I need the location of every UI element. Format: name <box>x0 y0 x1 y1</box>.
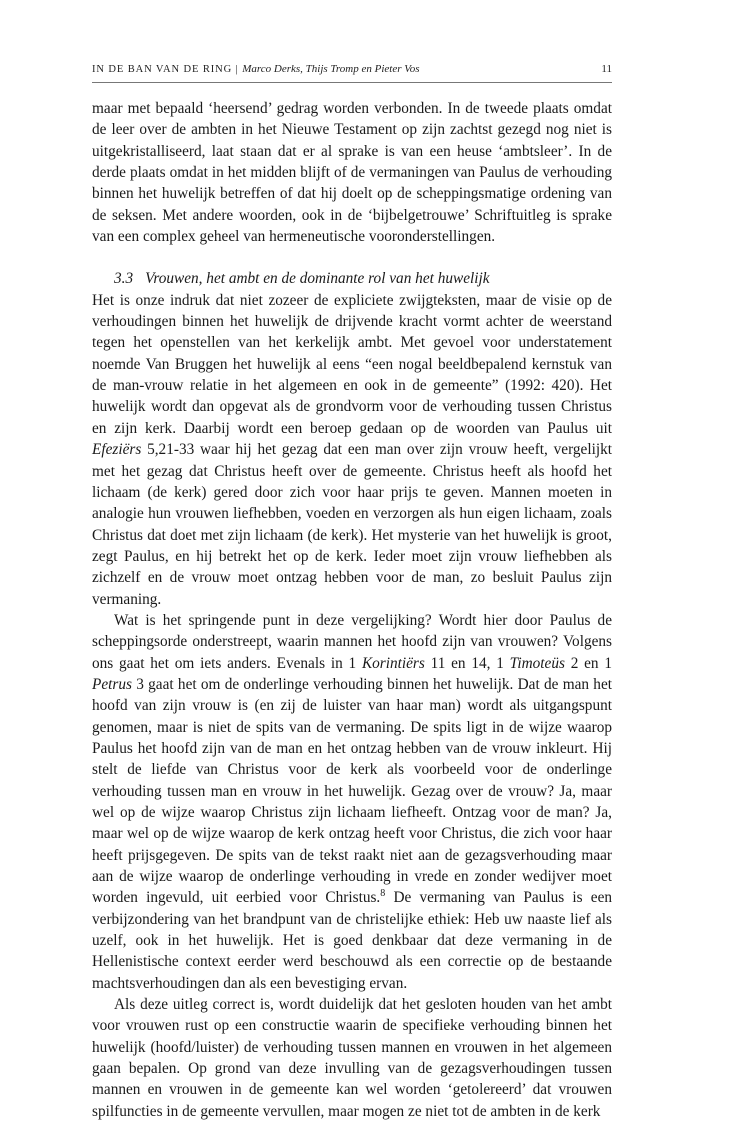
paragraph <box>92 290 612 610</box>
section-spacer <box>92 247 612 268</box>
paragraph-text: De vermaning van Paulus is een verbijzondering van het brandpunt van de christelijke ethiek: Heb uw naaste lief als uzelf, ook in het huwelijk. Het is goed denkbaar dat deze vermaning in de Hellenistische context eerder werd beschouwd als een correctie op de bestaande machtsverhoudingen dan als een bevestiging ervan. <box>92 889 613 992</box>
header-authors: Marco Derks, Thijs Tromp en Pieter Vos <box>242 63 420 75</box>
header-rule <box>92 82 612 83</box>
book-title: IN DE BAN VAN DE RING <box>92 64 233 75</box>
header-separator: | <box>235 64 239 75</box>
page-number: 11 <box>601 63 612 75</box>
section-title: Vrouwen, het ambt en de dominante rol van het huwelijk <box>145 270 490 288</box>
paragraph-text: 5,21-33 waar hij het gezag dat een man over zijn vrouw heeft, vergelijkt met het gezag dat Christus heeft over de gemeente. Christus heeft als hoofd het lichaam (de kerk) gered door zich voor haar prijs te geven. Mannen moeten in analogie hun vrouwen liefhebben, voeden en verzorgen als hun eigen lichaam, zoals Christus dat doet met zijn lichaam (de kerk). Het mysterie van het huwelijk is groot, zegt Paulus, en hij betrekt het op de kerk. Ieder moet zijn vrouw liefhebben als zichzelf en de vrouw moet ontzag hebben voor de man, zo besluit Paulus zijn vermaning. <box>92 441 612 608</box>
section-number: 3.3 <box>114 270 134 288</box>
header-left <box>92 63 420 75</box>
paragraph-text: 3 gaat het om de onderlinge verhouding binnen het huwelijk. Dat de man het hoofd van zijn vrouw is (en zij de luister van haar man) wordt als uitgangspunt genomen, maar is niet de spits van de vermaning. De spits ligt in de wijze waarop Paulus het hoofd zijn van de man en het ontzag hebben van de vrouw inkleurt. Hij stelt de liefde van Christus voor de kerk als voorbeeld voor de onderlinge verhouding tussen man en vrouw in het huwelijk. Gezag over de vrouw? Ja, maar wel op de wijze waarop Christus zijn lichaam liefheeft. Ontzag voor de man? Ja, maar wel op de wijze waarop de kerk ontzag heeft voor Christus, die zich voor haar heeft prijsgegeven. De spits van de tekst raakt niet aan de gezagsverhouding maar aan de wijze waarop de onderlinge verhouding in vrede en zonder wedijver moet worden ingevuld, uit eerbied voor Christus. <box>92 675 612 907</box>
paragraph-text: Het is onze indruk dat niet zozeer de expliciete zwijgteksten, maar de visie op de verhoudingen binnen het huwelijk de drijvende kracht vormt achter de weerstand tegen het openstellen van het kerkelijk ambt. Met gevoel voor understatement noemde Van Bruggen het huwelijk al eens “een nogal beeldbepalend kernstuk van de man-vrouw relatie in het algemeen en ook in de gemeente” (1992: 420). Het huwelijk wordt dan opgevat als de grondvorm voor de verhouding tussen Christus en zijn kerk. Daarbij wordt een beroep gedaan op de woorden van Paulus uit <box>92 291 612 437</box>
paragraph: Als deze uitleg correct is, wordt duidelijk dat het gesloten houden van het ambt voor vrouwen rust op een constructie waarin de specifieke verhouding binnen het huwelijk (hoofd/luister) de verhouding tussen mannen en vrouwen in het algemeen gaan bepalen. Op grond van deze invulling van de gezagsverhoudingen tussen mannen en vrouwen in de gemeente kan wel worden ‘getolereerd’ dat vrouwen spilfuncties in de gemeente vervullen, maar mogen ze niet tot de ambten in de kerk <box>92 996 612 1120</box>
footnote-marker[interactable]: 8 <box>380 888 386 900</box>
paragraph-text: 2 en 1 <box>564 654 612 672</box>
paragraph-text: Wat is het springende punt in deze vergelijking? Wordt hier door Paulus de scheppingsorde onderstreept, waarin mannen het hoofd zijn van vrouwen? Volgens ons gaat het om iets anders. Evenals in 1 <box>92 611 612 672</box>
paragraph <box>92 610 612 994</box>
running-header <box>92 63 612 75</box>
bible-reference: Efeziërs <box>92 441 142 459</box>
bible-reference: Timoteüs <box>509 654 565 672</box>
section-heading <box>92 268 612 289</box>
bible-reference: Petrus <box>92 675 132 693</box>
body-text <box>92 98 612 1122</box>
bible-reference: Korintiërs <box>361 654 425 672</box>
paragraph-text: 11 en 14, 1 <box>424 654 510 672</box>
paragraph: maar met bepaald ‘heersend’ gedrag worden verbonden. In de tweede plaats omdat de leer over de ambten in het Nieuwe Testament op zijn zachtst gezegd nog niet is uitgekristalliseerd, laat staan dat er al sprake is van een heuse ‘ambtsleer’. In de derde plaats omdat in het midden blijft of de vermaningen van Paulus de verhouding binnen het huwelijk betreffen of dat hij doelt op de scheppingsmatige ordening van de seksen. Met andere woorden, ook in de ‘bijbelgetrouwe’ Schriftuitleg is sprake van een complex geheel van hermeneutische vooronderstellingen. <box>92 100 612 246</box>
